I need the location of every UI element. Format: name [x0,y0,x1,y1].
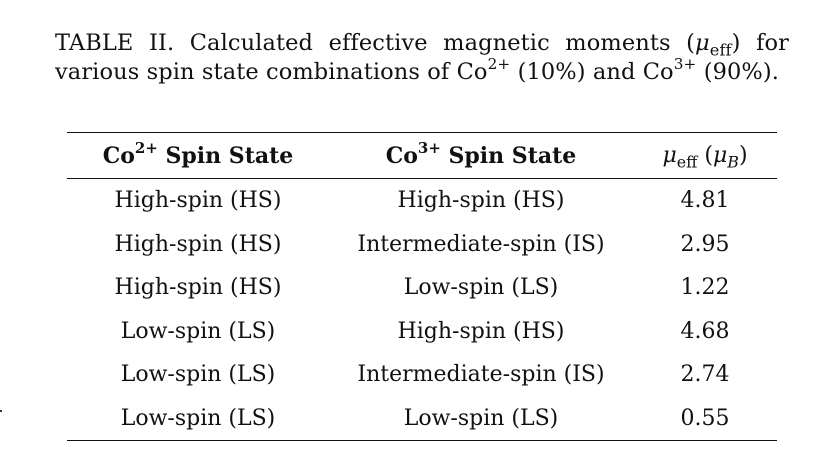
spin-state-table [67,132,777,441]
table-row [67,353,777,397]
table-row [67,179,777,223]
header-co3-base: Co [385,142,418,169]
caption-ion2-charge: 3+ [673,54,697,73]
caption-ion1-percent: (10%) and Co [510,59,674,85]
table-container [67,132,777,441]
cell-co2-state: High-spin (HS) [114,231,282,257]
cell-co2-state: Low-spin (LS) [120,405,276,431]
table-row [67,310,777,354]
cell-co3-state: Low-spin (LS) [403,275,559,301]
header-mu-eff [633,133,777,179]
header-co3-rest: Spin State [440,142,577,169]
caption-ion1-charge: 2+ [487,54,511,73]
header-co3-charge: 3+ [417,138,441,157]
cell-co2-state: Low-spin (LS) [120,362,276,388]
header-co2-charge: 2+ [134,138,158,157]
table-body [67,179,777,441]
cell-co3-state: High-spin (HS) [397,318,565,344]
header-row [67,133,777,179]
cell-co2-state: Low-spin (LS) [120,318,276,344]
table-row [67,223,777,267]
cell-co3-state: Low-spin (LS) [403,405,559,431]
header-co2-base: Co [102,142,135,169]
cell-co3-state: High-spin (HS) [397,188,565,214]
header-co2-spin-state [67,133,329,179]
header-unit-close: ) [738,143,748,168]
cell-mu-eff: 2.74 [680,362,730,388]
header-co3-spin-state [329,133,633,179]
header-mu-subscript: eff [676,152,698,172]
table-row [67,266,777,310]
cell-co3-state: Intermediate-spin (IS) [357,362,605,388]
caption-mu-subscript: eff [709,40,732,60]
caption-mu-char: μ [695,30,710,56]
header-unit-open: ( [697,143,713,168]
table-row [67,397,777,441]
header-unit-mu: μ [712,143,728,168]
header-mu-symbol: μ [662,143,677,168]
cell-mu-eff: 2.95 [680,231,730,257]
caption-text-2: ) for various spin state combinations of Co [55,30,790,85]
table-caption [55,29,789,87]
cell-mu-eff: 4.81 [680,188,730,214]
cell-mu-eff: 0.55 [680,405,730,431]
cell-mu-eff: 4.68 [680,318,730,344]
cell-co2-state: High-spin (HS) [114,275,282,301]
table-header [67,133,777,179]
caption-label: TABLE II. [55,30,175,56]
header-unit-subscript: B [727,152,739,172]
caption-mu-symbol [695,30,732,60]
page-edge-mark [0,410,2,412]
header-co2-rest: Spin State [157,142,294,169]
caption-text-1: Calculated effective magnetic moments ( [174,30,696,56]
cell-co3-state: Intermediate-spin (IS) [357,231,605,257]
cell-co2-state: High-spin (HS) [114,188,282,214]
caption-ion2-percent: (90%). [696,59,780,85]
cell-mu-eff: 1.22 [680,275,730,301]
